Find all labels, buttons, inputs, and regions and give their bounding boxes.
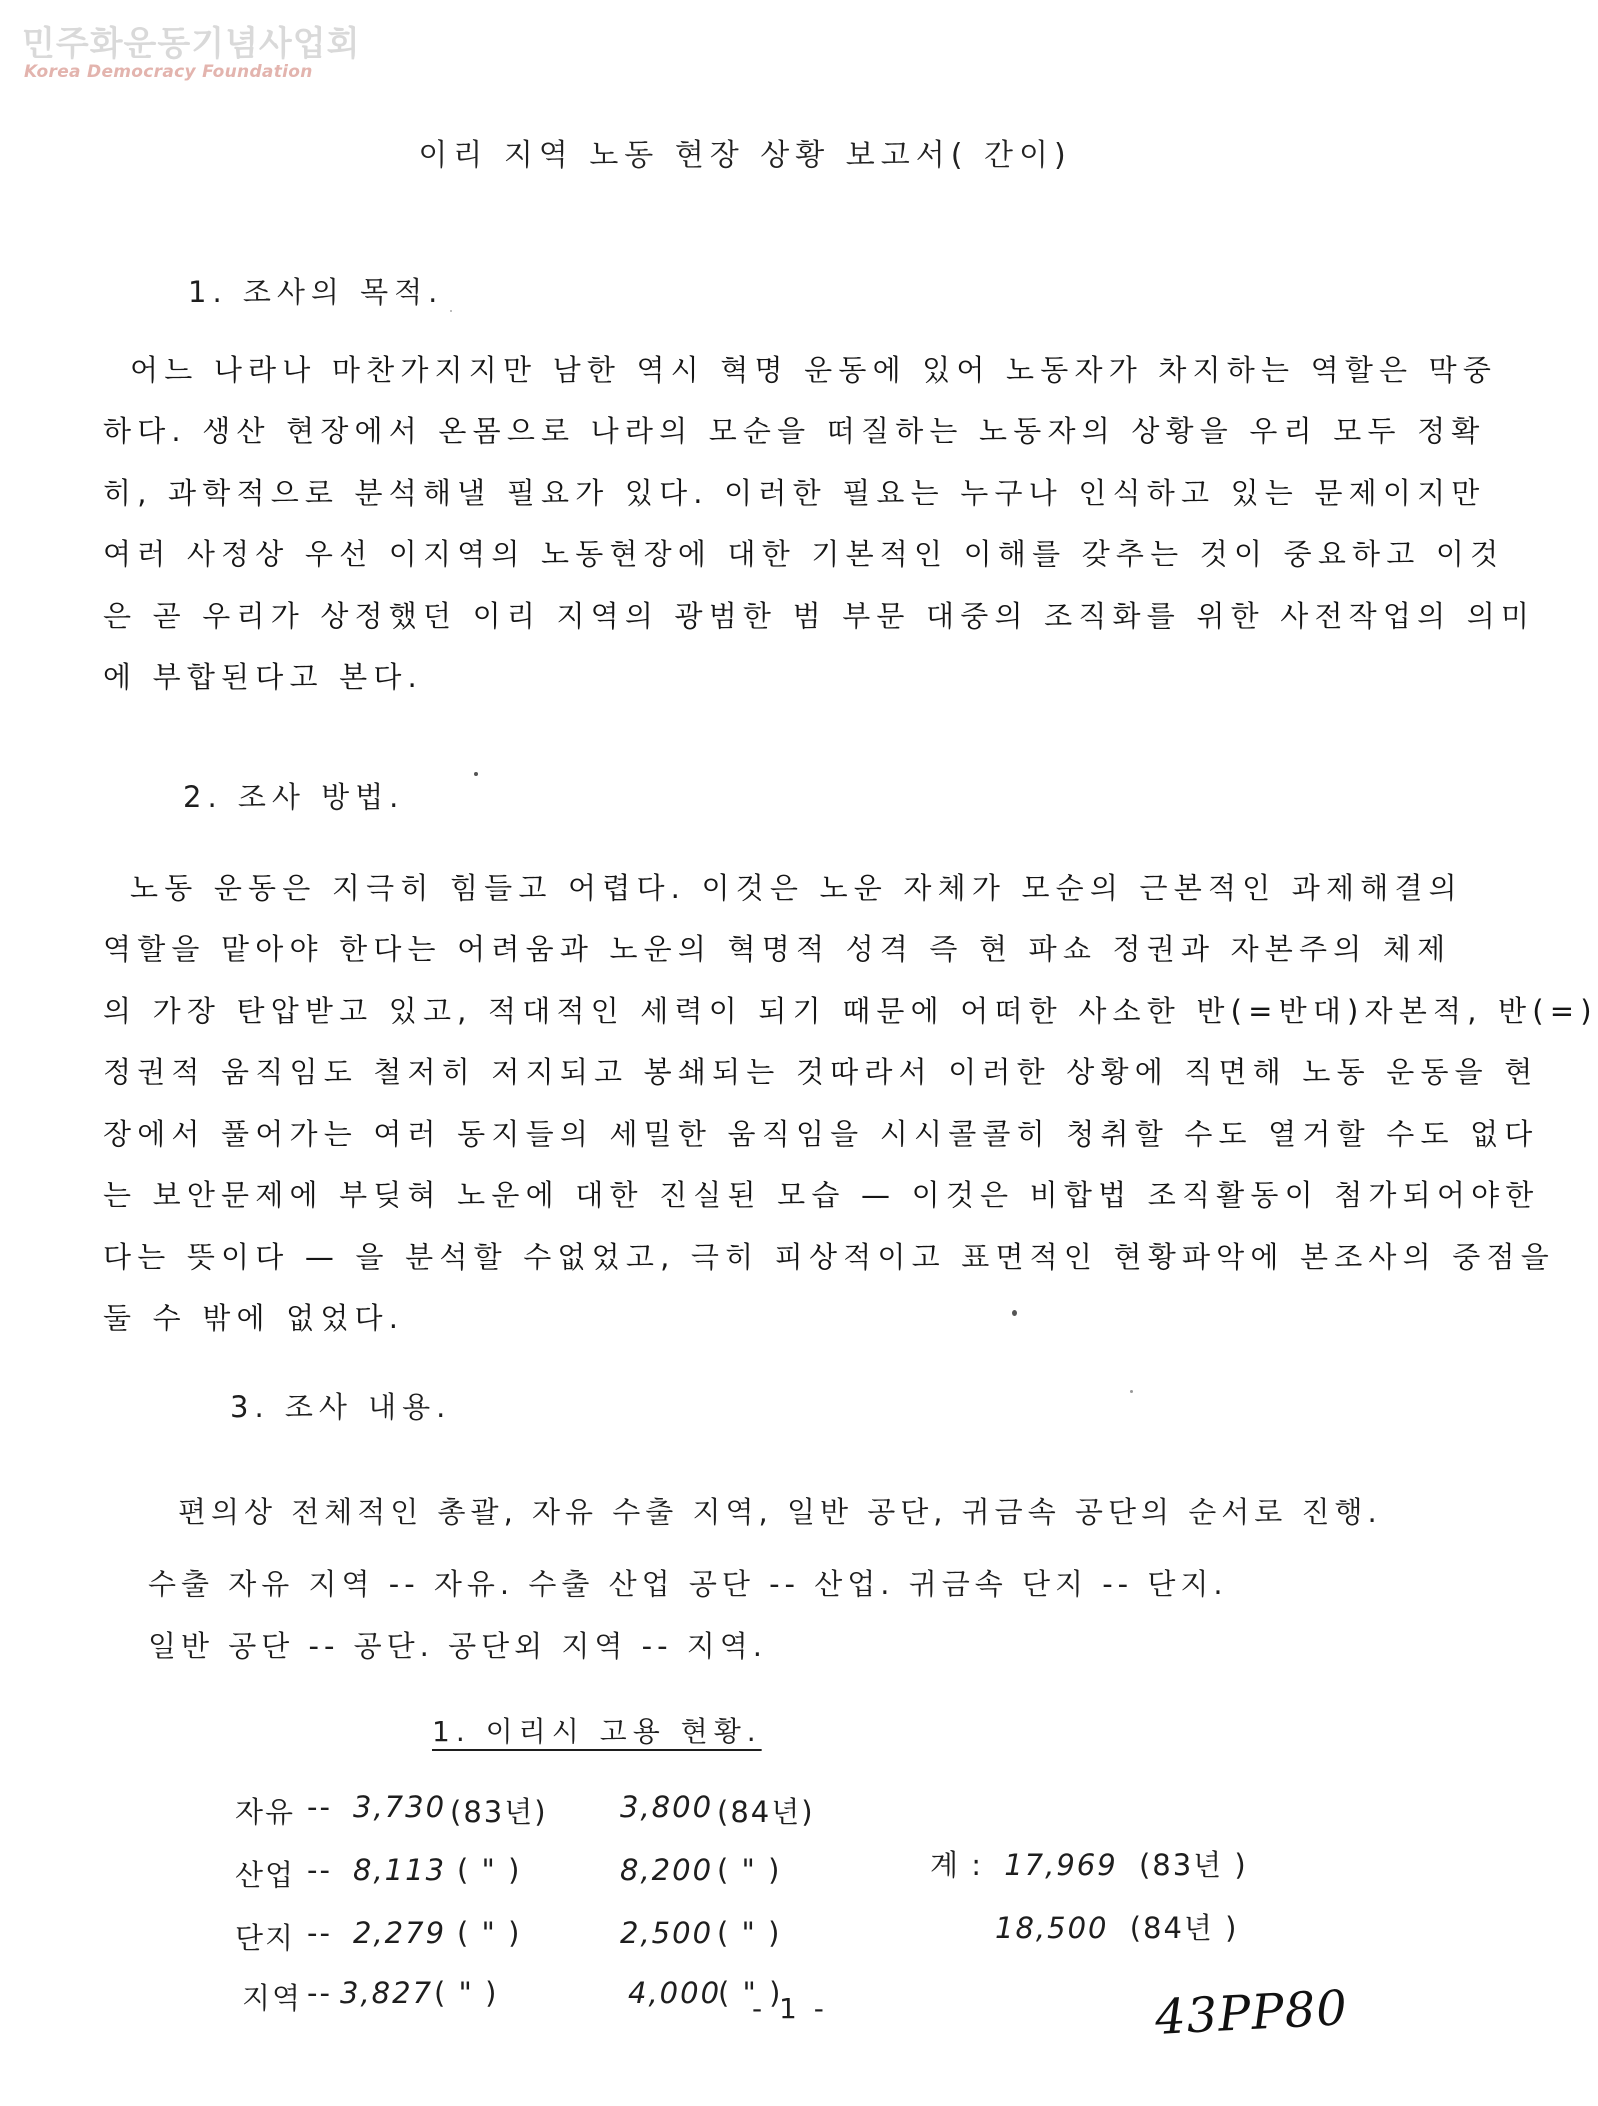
scan-speck	[450, 310, 452, 312]
total-label: 계 :	[930, 1848, 984, 1882]
total-unit-84: (84년 )	[1129, 1911, 1239, 1945]
unit-83: ( " )	[457, 1853, 522, 1887]
value-83: 3,730	[353, 1790, 447, 1824]
legend-line: 편의상 전체적인 총괄, 자유 수출 지역, 일반 공단, 귀금속 공단의 순서로 진행.	[178, 1495, 1382, 1529]
section-1-heading: 1. 조사의 목적.	[188, 275, 444, 309]
total-row-83	[930, 1843, 1248, 1884]
row-separator: --	[307, 1790, 332, 1824]
row-label: 산업	[235, 1858, 296, 1892]
body-line: 정권적 움직임도 철저히 저지되고 봉쇄되는 것따라서 이러한 상황에 직면해 노동 운동을 현	[103, 1055, 1539, 1089]
section-2-heading: 2. 조사 방법.	[183, 780, 405, 814]
value-84: 4,000	[628, 1976, 722, 2010]
body-line: 역할을 맡아야 한다는 어려움과 노운의 혁명적 성격 즉 현 파쇼 정권과 자본주의 체제	[103, 932, 1452, 966]
watermark-english: Korea Democracy Foundation	[24, 62, 313, 82]
row-label: 단지	[235, 1921, 296, 1955]
value-84: 3,800	[620, 1790, 714, 1824]
body-line: 둘 수 밖에 없었다.	[103, 1301, 405, 1335]
section-2-body-cont	[103, 919, 1598, 1350]
scan-speck	[1012, 1310, 1017, 1316]
value-83: 8,113	[353, 1853, 447, 1887]
unit-84: ( " )	[717, 1853, 782, 1887]
employment-subheading: 1. 이리시 고용 현황.	[432, 1715, 762, 1748]
section-3-heading: 3. 조사 내용.	[230, 1390, 452, 1424]
body-line: 하다. 생산 현장에서 온몸으로 나라의 모순을 떠질하는 노동자의 상황을 우리 모두 정확	[103, 414, 1486, 448]
body-line: 장에서 풀어가는 여러 동지들의 세밀한 움직임을 시시콜콜히 청취할 수도 열거할 수도 없다	[103, 1116, 1539, 1151]
page-number: - 1 -	[752, 1992, 828, 2025]
handwritten-number: 43PP80	[1153, 1979, 1350, 2047]
body-line: 다는 뜻이다 — 을 분석할 수없었고, 극히 피상적이고 표면적인 현황파악에 본조사의 중점을	[103, 1239, 1555, 1274]
unit-84: ( " )	[718, 1976, 783, 2010]
section-2-body	[130, 858, 1463, 920]
row-separator: --	[307, 1916, 332, 1950]
unit-84: ( " )	[717, 1916, 782, 1950]
value-83: 2,279	[353, 1916, 447, 1950]
body-line: 어느 나라나 마찬가지지만 남한 역시 혁명 운동에 있어 노동자가 차지하는 역할은 막중	[130, 353, 1498, 387]
total-row-84	[995, 1906, 1238, 1947]
total-unit-83: (83년 )	[1138, 1848, 1248, 1882]
unit-83: ( " )	[434, 1976, 499, 2010]
row-label: 지역	[242, 1981, 303, 2015]
section-1-body-cont	[103, 401, 1536, 709]
unit-83: ( " )	[457, 1916, 522, 1950]
unit-84: (84년)	[717, 1795, 815, 1829]
scan-speck	[474, 772, 478, 776]
body-line: 에 부합된다고 본다.	[103, 660, 423, 694]
value-83: 3,827	[340, 1976, 434, 2010]
body-line: 의 가장 탄압받고 있고, 적대적인 세력이 되기 때문에 어떠한 사소한 반(=반대)자본적, 반(=)	[103, 993, 1598, 1028]
body-line: 는 보안문제에 부딪혀 노운에 대한 진실된 모습 — 이것은 비합법 조직활동이 첨가되어야한	[103, 1178, 1540, 1212]
body-line: 은 곧 우리가 상정했던 이리 지역의 광범한 범 부문 대중의 조직화를 위한 사전작업의 의미	[103, 598, 1536, 633]
watermark-korean: 민주화운동기념사업회	[22, 24, 361, 64]
unit-83: (83년)	[450, 1795, 548, 1829]
scan-speck	[1130, 1390, 1133, 1393]
body-line: 여러 사정상 우선 이지역의 노동현장에 대한 기본적인 이해를 갖추는 것이 중요하고 이것	[103, 537, 1505, 571]
total-value-83: 17,969	[1004, 1848, 1118, 1882]
value-84: 8,200	[620, 1853, 714, 1887]
legend-line: 수출 자유 지역 -- 자유. 수출 산업 공단 -- 산업. 귀금속 단지 -- 단지.	[148, 1567, 1228, 1601]
section-1-body	[130, 340, 1498, 402]
body-line: 노동 운동은 지극히 힘들고 어렵다. 이것은 노운 자체가 모순의 근본적인 과제해결의	[130, 871, 1463, 905]
body-line: 히, 과학적으로 분석해낼 필요가 있다. 이러한 필요는 누구나 인식하고 있는 문제이지만	[103, 475, 1486, 510]
document-title: 이리 지역 노동 현장 상황 보고서( 간이)	[418, 138, 1072, 173]
total-value-84: 18,500	[995, 1911, 1109, 1945]
legend-line: 일반 공단 -- 공단. 공단외 지역 -- 지역.	[148, 1629, 768, 1663]
row-separator: --	[307, 1976, 332, 2010]
row-separator: --	[307, 1853, 332, 1887]
row-label: 자유	[235, 1795, 296, 1829]
value-84: 2,500	[620, 1916, 714, 1950]
